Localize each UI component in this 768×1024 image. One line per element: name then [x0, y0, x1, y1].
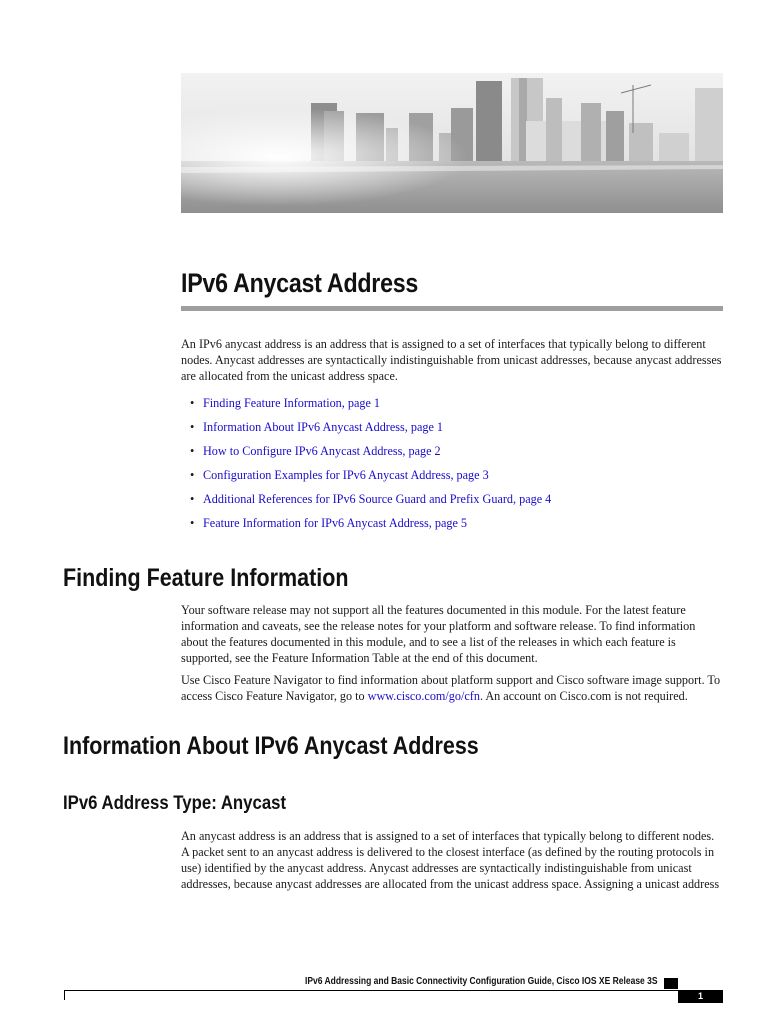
toc-item	[190, 419, 551, 443]
page-title: IPv6 Anycast Address	[181, 268, 419, 298]
anycast-subheading: IPv6 Address Type: Anycast	[63, 792, 287, 814]
city-skyline-image	[181, 73, 723, 213]
information-heading: Information About IPv6 Anycast Address	[63, 732, 479, 760]
toc-link[interactable]: Finding Feature Information, page 1	[203, 396, 381, 410]
toc-item	[190, 443, 551, 467]
bullet-icon: •	[190, 444, 195, 458]
page-number: 1	[678, 990, 723, 1003]
bullet-icon: •	[190, 516, 195, 530]
footer-tick	[64, 990, 65, 1000]
anycast-paragraph: An anycast address is an address that is assigned to a set of interfaces that typically belong to different nodes. A packet sent to an anycast address is delivered to the closest interface (as defined by the routing protocols in use) identified by the anycast address. Anycast addresses are syntactically indistinguishable from unicast addresses, because anycast addresses are allocated from the unicast address space. Assigning a unicast address	[181, 829, 720, 891]
bullet-icon: •	[190, 492, 195, 506]
toc-item	[190, 395, 551, 419]
cisco-feature-navigator-link[interactable]: www.cisco.com/go/cfn	[367, 689, 480, 703]
toc-link[interactable]: How to Configure IPv6 Anycast Address, page 2	[203, 444, 441, 458]
finding-feature-heading: Finding Feature Information	[63, 564, 349, 592]
bullet-icon: •	[190, 420, 195, 434]
toc-item	[190, 467, 551, 491]
toc-item	[190, 515, 551, 539]
banner-image	[181, 73, 723, 213]
finding-paragraph-1: Your software release may not support all the features documented in this module. For the latest feature information and caveats, see the release notes for your platform and software release. To find information about the features documented in this module, and to see a list of the releases in which each feature is supported, see the Feature Information Table at the end of this document.	[181, 603, 696, 665]
title-rule	[181, 306, 723, 311]
bullet-icon: •	[190, 468, 195, 482]
toc-link[interactable]: Configuration Examples for IPv6 Anycast Address, page 3	[203, 468, 489, 482]
footer-rule	[64, 990, 678, 991]
toc-link[interactable]: Feature Information for IPv6 Anycast Address, page 5	[203, 516, 467, 530]
footer-marker	[664, 978, 678, 989]
footer-guide-title: IPv6 Addressing and Basic Connectivity Configuration Guide, Cisco IOS XE Release 3S	[305, 976, 658, 987]
toc-item	[190, 491, 551, 515]
bullet-icon: •	[190, 396, 195, 410]
finding-p2-tail: . An account on Cisco.com is not required.	[479, 689, 688, 703]
finding-p2-text: Use Cisco Feature Navigator to find information about platform support and Cisco software image support. To access Cisco Feature Navigator, go to	[181, 673, 721, 703]
toc-link[interactable]: Additional References for IPv6 Source Guard and Prefix Guard, page 4	[203, 492, 552, 506]
finding-paragraph-2	[181, 672, 723, 704]
toc-list	[190, 395, 551, 539]
toc-link[interactable]: Information About IPv6 Anycast Address, page 1	[203, 420, 443, 434]
intro-paragraph: An IPv6 anycast address is an address that is assigned to a set of interfaces that typically belong to different nodes. Anycast addresses are syntactically indistinguishable from unicast addresses, because anycast addresses are allocated from the unicast address space.	[181, 337, 722, 383]
